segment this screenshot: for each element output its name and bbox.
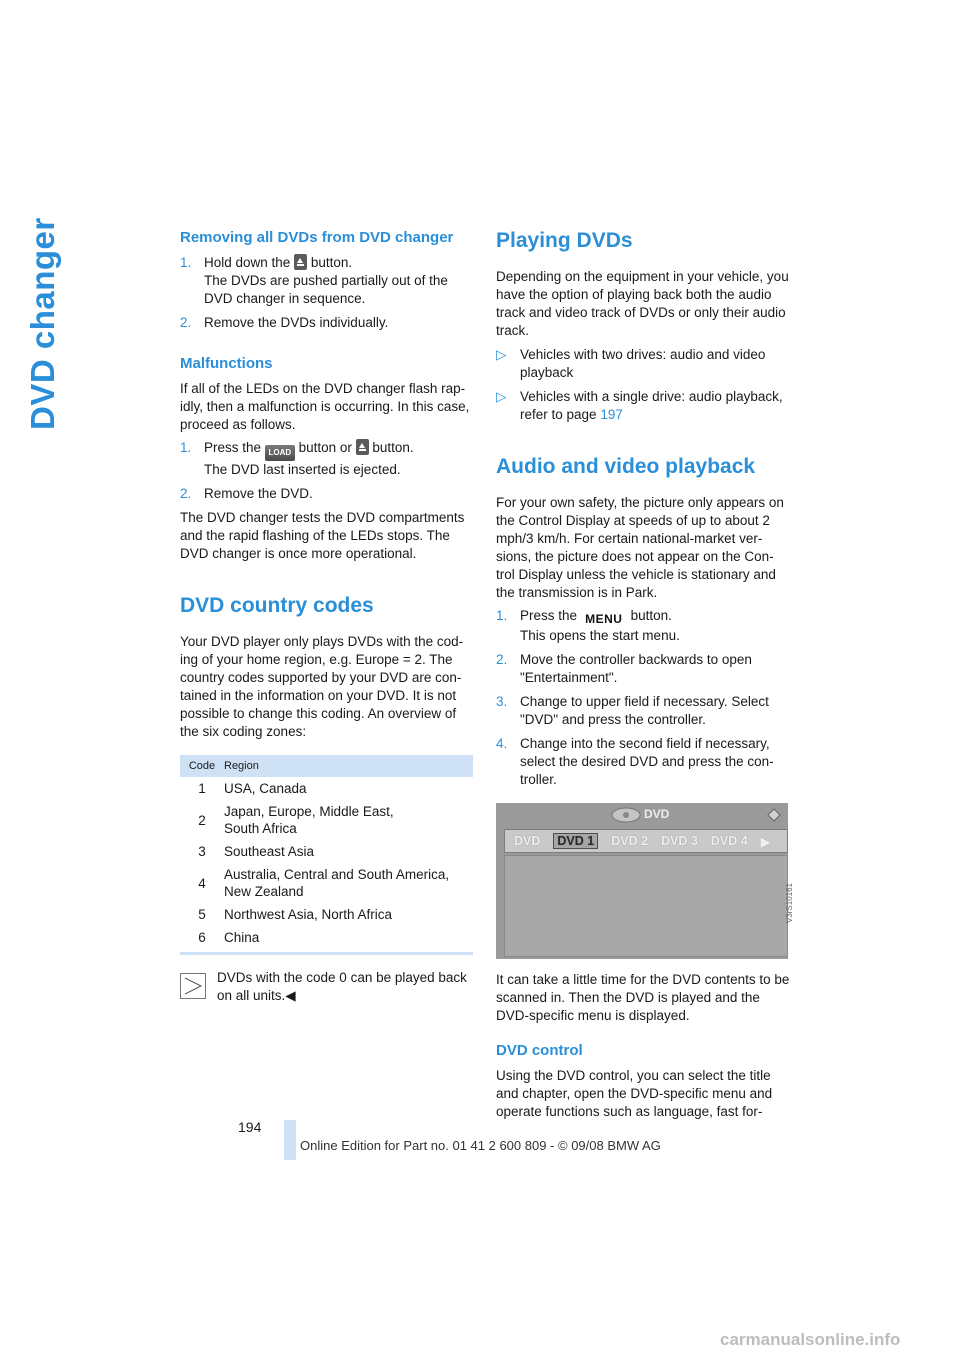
list-item: 2. Move the controller backwards to open "Entertainment". (496, 652, 752, 685)
country-codes-heading: DVD country codes (180, 594, 374, 617)
code-cell: 5 (198, 907, 206, 922)
code-cell: 4 (198, 875, 206, 891)
load-button-icon: LOAD (265, 445, 295, 461)
region-cell: Southeast Asia (224, 844, 315, 859)
list-item: 4. Change into the second field if necessary, select the desired DVD and press the con-troller. (496, 736, 774, 787)
audio-video-after: It can take a little time for the DVD contents to be scanned in. Then the DVD is played and the DVD-specific menu is displayed. (496, 972, 790, 1023)
note-box (180, 969, 475, 1005)
footer-bar (284, 1120, 296, 1160)
eject-button-icon (294, 254, 307, 270)
eject-button-icon (356, 439, 369, 455)
malfunctions-heading: Malfunctions (180, 355, 273, 372)
list-item: 2. Remove the DVD. (180, 486, 313, 501)
menu-button-icon: MENU (585, 612, 623, 626)
note-triangle-icon (180, 973, 206, 999)
playing-bullets (496, 346, 791, 424)
tab-dvd-3[interactable]: DVD 3 (661, 834, 698, 848)
table-row (180, 863, 473, 903)
region-cell: Japan, Europe, Middle East, South Africa (224, 804, 394, 836)
audio-video-intro: For your own safety, the picture only appears on the Control Display at speeds of up to about 2 mph/3 km/h. For certain national-market ver-sions, the picture does not appear on the Con-trol Display unless the vehicle is stationary and the transmission is in Park. (496, 495, 784, 600)
left-column (180, 228, 475, 1005)
malfunctions-intro: If all of the LEDs on the DVD changer flash rap-idly, then a malfunction is occurring. In this case, proceed as follows. (180, 381, 470, 432)
table-header-row (180, 755, 473, 777)
image-tag: V3rS10161 (785, 883, 794, 924)
region-cell: USA, Canada (224, 781, 307, 796)
dvd-control-heading: DVD control (496, 1042, 583, 1059)
removing-steps (180, 254, 475, 332)
note-text: DVDs with the code 0 can be played back on all units.◀ (217, 970, 467, 1003)
region-cell: Australia, Central and South America, New Zealand (224, 867, 450, 899)
list-item: 3. Change to upper field if necessary. Select "DVD" and press the controller. (496, 694, 769, 727)
list-item: 1. Press the LOAD button or button. The DVD last inserted is ejected. (180, 440, 414, 477)
watermark: carmanualsonline.info (720, 1330, 901, 1349)
page-link[interactable]: 197 (600, 407, 623, 422)
tab-dvd-2[interactable]: DVD 2 (611, 834, 649, 848)
scroll-right-icon[interactable]: ▶ (760, 834, 771, 849)
country-codes-table (180, 755, 473, 955)
audio-video-steps (496, 607, 791, 789)
region-cell: China (224, 926, 473, 954)
tab-dvd[interactable]: DVD (514, 834, 541, 848)
code-cell: 3 (198, 844, 206, 859)
column-header: Code (180, 755, 224, 777)
screen-topbar (496, 803, 788, 825)
list-item: ▷ Vehicles with two drives: audio and video playback (496, 347, 766, 380)
tab-dvd-4[interactable]: DVD 4 (710, 834, 748, 848)
page-number: 194 (238, 1119, 262, 1135)
chapter-title (18, 217, 61, 430)
table-row (180, 777, 473, 800)
table-row (180, 800, 473, 840)
malfunctions-outro: The DVD changer tests the DVD compartments and the rapid flashing of the LEDs stops. The DVD changer is once more operational. (180, 510, 465, 561)
removing-heading: Removing all DVDs from DVD changer (180, 229, 454, 246)
region-cell: Northwest Asia, North Africa (224, 907, 393, 922)
screen-title: DVD (644, 807, 670, 821)
tab-dvd-1[interactable]: DVD 1 (553, 833, 598, 849)
list-item: 2. Remove the DVDs individually. (180, 315, 389, 330)
code-cell: 6 (180, 926, 224, 954)
audio-video-heading: Audio and video playback (496, 455, 756, 478)
table-row (180, 903, 473, 926)
code-cell: 2 (198, 812, 206, 828)
table-row (180, 926, 473, 954)
right-column (496, 228, 794, 1121)
table-row (180, 840, 473, 863)
control-display-screenshot (496, 803, 794, 959)
country-codes-intro: Your DVD player only plays DVDs with the cod-ing of your home region, e.g. Europe = 2. The country codes supported by your DVD are con-tained in the information on your DVD. It is not possible to change this coding. An overview of the six coding zones: (180, 634, 464, 739)
column-header: Region (224, 755, 473, 777)
playing-intro: Depending on the equipment in your vehicle, you have the option of playing back both the audio track and video track of DVDs or only their audio track. (496, 269, 789, 338)
screen-content-area (504, 855, 788, 957)
list-item: ▷ Vehicles with a single drive: audio playback, refer to page 197 (496, 389, 783, 422)
list-item: 1. Hold down the button. The DVDs are pushed partially out of the DVD changer in sequence. (180, 255, 448, 306)
chapter-title-text: DVD changer (24, 217, 61, 430)
dvd-selection-row (504, 829, 788, 853)
list-item: 1. Press the MENU button. This opens the start menu. (496, 608, 680, 643)
code-cell: 1 (198, 781, 206, 796)
footer-text: Online Edition for Part no. 01 41 2 600 809 - © 09/08 BMW AG (300, 1138, 661, 1153)
playing-heading: Playing DVDs (496, 229, 633, 252)
dvd-control-text: Using the DVD control, you can select the title and chapter, open the DVD-specific menu and operate functions such as language, fast for- (496, 1068, 773, 1119)
malfunctions-steps (180, 439, 475, 503)
